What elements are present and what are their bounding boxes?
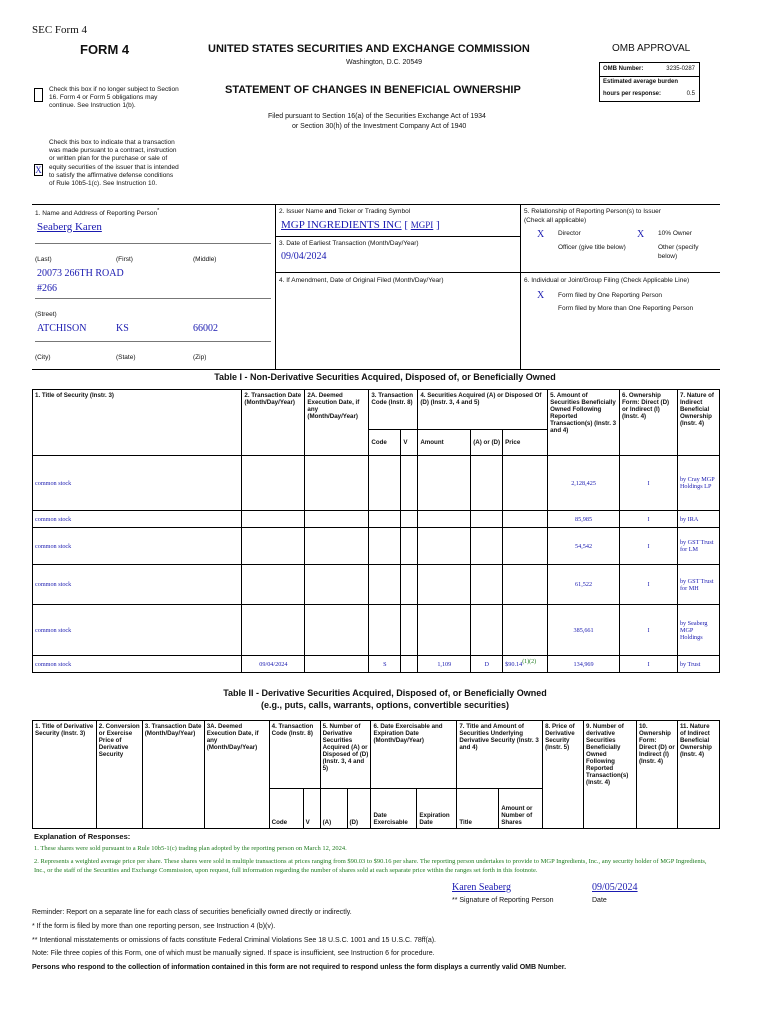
transaction-date: 09/04/2024 <box>259 660 288 668</box>
box1-label <box>35 208 159 217</box>
amount-cell <box>418 605 471 656</box>
amount-cell <box>418 456 471 511</box>
deemed-date-cell <box>305 605 369 656</box>
one-person-checkbox[interactable]: X <box>537 290 545 301</box>
footer-line1: * If the form is filed by more than one reporting person, see Instruction 4 (b)(v). <box>32 923 276 930</box>
price-cell <box>503 511 548 528</box>
omb-hours-value: 0.5 <box>686 91 695 97</box>
transaction-date-cell <box>242 605 305 656</box>
street-line1: 20073 266TH ROAD <box>37 268 124 279</box>
a-or-d-cell <box>471 656 503 673</box>
ownership-form: I <box>647 626 650 634</box>
table-row <box>33 605 720 656</box>
a-or-d-cell <box>471 456 503 511</box>
t1-header-date: 2. Transaction Date (Month/Day/Year) <box>242 390 305 456</box>
price-cell <box>503 656 548 673</box>
nature-of-ownership-cell <box>677 456 719 511</box>
price-cell <box>503 605 548 656</box>
divider-2-5 <box>520 204 521 370</box>
nature-of-ownership-cell <box>677 511 719 528</box>
nature-of-ownership: by Trust <box>679 660 701 668</box>
divider-3-4 <box>275 272 720 273</box>
nature-of-ownership: by GST Trust for LM <box>679 539 714 553</box>
footer-line2: ** Intentional misstatements or omissions of facts constitute Federal Criminal Violations See 18 U.S.C. 1001 and 15 U.S.C. 78ff(a). <box>32 937 436 944</box>
v-flag-cell <box>401 605 418 656</box>
table2-subtitle: (e.g., puts, calls, warrants, options, convertible securities) <box>260 700 510 710</box>
amount-owned: 85,985 <box>575 515 593 523</box>
box4-label: 4. If Amendment, Date of Original Filed (Month/Day/Year) <box>279 277 444 284</box>
amount-cell <box>418 565 471 605</box>
signature-name: Karen Seaberg <box>452 882 511 893</box>
transaction-date-cell <box>242 565 305 605</box>
zip-value: 66002 <box>193 323 218 334</box>
t2-header-price: 8. Price of Derivative Security (Instr. 5) <box>543 721 584 829</box>
ownership-form-cell <box>620 605 678 656</box>
ownership-form-cell <box>620 456 678 511</box>
omb-hours-label: hours per response: <box>603 91 662 97</box>
signature-label: ** Signature of Reporting Person <box>452 897 554 904</box>
deemed-date-cell <box>305 656 369 673</box>
ownership-form-cell <box>620 565 678 605</box>
t2-subheader-code: Code <box>269 789 303 829</box>
one-person-label: Form filed by One Reporting Person <box>558 292 663 299</box>
nature-of-ownership: by GST Trust for MH <box>679 577 714 592</box>
box2-label-and: and <box>324 208 337 215</box>
security-title: common stock <box>35 542 72 550</box>
ownership-form-cell <box>620 511 678 528</box>
t2-header-conversion: 2. Conversion or Exercise Price of Derivative Security <box>96 721 142 829</box>
box2-label <box>279 208 410 215</box>
t2-header-nature: 11. Nature of Indirect Beneficial Ownership (Instr. 4) <box>677 721 719 829</box>
nature-of-ownership: by Seaberg MGP Holdings <box>679 619 708 641</box>
a-or-d-cell <box>471 528 503 565</box>
last-label: (Last) <box>35 256 52 263</box>
security-title-cell <box>33 528 242 565</box>
nature-of-ownership: by IRA <box>679 515 699 523</box>
ownership-form-cell <box>620 528 678 565</box>
box5-sublabel: (Check all applicable) <box>524 217 587 224</box>
a-or-d: D <box>484 660 489 668</box>
t2-header-form: 10. Ownership Form: Direct (D) or Indirect (I) (Instr. 4) <box>636 721 677 829</box>
box3-label: 3. Date of Earliest Transaction (Month/Day/Year) <box>279 240 419 247</box>
a-or-d-cell <box>471 605 503 656</box>
v-flag-cell <box>401 456 418 511</box>
v-flag-cell <box>401 656 418 673</box>
transaction-code: S <box>383 660 387 668</box>
street-line <box>35 298 271 299</box>
t1-header-nature: 7. Nature of Indirect Beneficial Ownership (Instr. 4) <box>677 390 719 456</box>
t1-subheader-v: V <box>401 430 418 456</box>
deemed-date-cell <box>305 528 369 565</box>
t1-header-code: 3. Transaction Code (Instr. 8) <box>369 390 418 430</box>
table-row <box>33 528 720 565</box>
signature-date: 09/05/2024 <box>592 882 638 893</box>
footnote-2: 2. Represents a weighted average price per share. These shares were sold in multiple transactions at prices ranging from $90.03 to $90.16 per share. The reporting person undertakes to provide to MGP Ingredients, Inc., any security holder of MGP Ingredients, Inc., or the staff of the Securities and Exchange Commission, upon request, full information regarding the number of shares sold at each separate price within the ranges set forth in this footnote. <box>34 858 707 874</box>
security-title: common stock <box>35 581 72 588</box>
issuer-name-text: MGP INGREDIENTS INC <box>281 219 402 231</box>
nature-of-ownership-cell <box>677 656 719 673</box>
t1-header-acquired: 4. Securities Acquired (A) or Disposed Of (D) (Instr. 3, 4 and 5) <box>418 390 548 430</box>
street-line2: #266 <box>37 283 57 294</box>
transaction-date-cell <box>242 656 305 673</box>
zip-label: (Zip) <box>193 354 207 361</box>
ownership-form: I <box>647 581 650 588</box>
security-title-cell <box>33 656 242 673</box>
security-title: common stock <box>35 479 72 487</box>
rule-10b5-checkbox[interactable]: X <box>35 165 42 175</box>
amount-cell <box>418 656 471 673</box>
t2-header-underlying: 7. Title and Amount of Securities Underlying Derivative Security (Instr. 3 and 4) <box>457 721 543 789</box>
table1 <box>32 389 720 673</box>
amount-cell <box>418 528 471 565</box>
commission-address: Washington, D.C. 20549 <box>346 59 423 66</box>
table-row <box>33 511 720 528</box>
transaction-code-cell <box>369 511 401 528</box>
state-label: (State) <box>116 354 136 361</box>
filed-pursuant-line1: Filed pursuant to Section 16(a) of the Securities Exchange Act of 1934 <box>268 113 486 120</box>
t2-header-title: 1. Title of Derivative Security (Instr. 3) <box>33 721 97 829</box>
t2-header-number: 5. Number of Derivative Securities Acquired (A) or Disposed of (D) (Instr. 3, 4 and 5) <box>320 721 371 789</box>
omb-burden-label: Estimated average burden <box>603 79 679 85</box>
commission-title: UNITED STATES SECURITIES AND EXCHANGE COMMISSION <box>208 43 530 55</box>
box1-asterisk: * <box>157 208 160 214</box>
table2-title: Table II - Derivative Securities Acquired, Disposed of, or Beneficially Owned <box>223 688 547 698</box>
city-line <box>35 341 271 342</box>
divider-1-2 <box>275 204 276 370</box>
earliest-transaction-date: 09/04/2024 <box>281 251 327 262</box>
date-label: Date <box>592 897 607 904</box>
nature-of-ownership: by Cray MGP Holdings LP <box>679 476 715 490</box>
t2-subheader-title: Title <box>457 789 499 829</box>
director-label: Director <box>558 230 581 237</box>
transaction-date-cell <box>242 528 305 565</box>
amount-owned: 134,969 <box>573 660 594 668</box>
v-flag-cell <box>401 528 418 565</box>
ownership-form: I <box>647 515 650 523</box>
divider-2-3 <box>275 236 520 237</box>
omb-box <box>599 62 700 102</box>
box5-label: 5. Relationship of Reporting Person(s) to Issuer <box>524 208 661 215</box>
deemed-date-cell <box>305 456 369 511</box>
first-label: (First) <box>116 256 133 263</box>
price-cell <box>503 565 548 605</box>
transaction-code-cell <box>369 528 401 565</box>
transaction-code-cell <box>369 605 401 656</box>
middle-label: (Middle) <box>193 256 217 263</box>
t2-header-exercisable: 6. Date Exercisable and Expiration Date (Month/Day/Year) <box>371 721 457 789</box>
a-or-d-cell <box>471 511 503 528</box>
footer-line3: Note: File three copies of this Form, one of which must be manually signed. If space is insufficient, see Instruction 6 for procedure. <box>32 950 435 957</box>
footnote-1: 1. These shares were sold pursuant to a Rule 10b5-1(c) trading plan adopted by the reporting person on March 12, 2024. <box>34 845 347 852</box>
state-value: KS <box>116 323 129 334</box>
security-title-cell <box>33 456 242 511</box>
v-flag-cell <box>401 511 418 528</box>
nature-of-ownership-cell <box>677 605 719 656</box>
transaction-code-cell <box>369 656 401 673</box>
t1-header-form: 6. Ownership Form: Direct (D) or Indirect (I) (Instr. 4) <box>620 390 678 456</box>
footer-line4: Persons who respond to the collection of information contained in this form are not required to respond unless the form displays a currently valid OMB Number. <box>32 964 567 971</box>
transaction-date-cell <box>242 511 305 528</box>
deemed-date-cell <box>305 565 369 605</box>
table2 <box>32 720 720 829</box>
t2-subheader-exp: Expiration Date <box>417 789 457 829</box>
security-title: common stock <box>35 660 72 668</box>
transaction-date-cell <box>242 456 305 511</box>
city-value: ATCHISON <box>37 323 87 334</box>
price-cell <box>503 528 548 565</box>
amount-owned-cell <box>548 656 620 673</box>
statement-title: STATEMENT OF CHANGES IN BENEFICIAL OWNERSHIP <box>225 84 521 96</box>
security-title: common stock <box>35 515 72 523</box>
omb-number-value: 3235-0287 <box>666 66 695 72</box>
t1-header-title: 1. Title of Security (Instr. 3) <box>33 390 242 456</box>
t1-header-owned: 5. Amount of Securities Beneficially Owned Following Reported Transaction(s) (Instr. 3 and 4) <box>548 390 620 456</box>
t2-subheader-d: (D) <box>347 789 371 829</box>
filed-pursuant-line2: or Section 30(h) of the Investment Company Act of 1940 <box>292 123 467 130</box>
t2-subheader-v: V <box>303 789 320 829</box>
reminder-text: Reminder: Report on a separate line for each class of securities beneficially owned directly or indirectly. <box>32 909 352 916</box>
ownership-form: I <box>647 660 650 668</box>
t2-header-code: 4. Transaction Code (Instr. 8) <box>269 721 320 789</box>
amount-owned-cell <box>548 456 620 511</box>
transaction-code-cell <box>369 565 401 605</box>
ownership-form-cell <box>620 656 678 673</box>
v-flag-cell <box>401 565 418 605</box>
t2-subheader-amount: Amount or Number of Shares <box>499 789 543 829</box>
t1-subheader-amount: Amount <box>418 430 471 456</box>
table-row <box>33 456 720 511</box>
section16-text: Check this box if no longer subject to Section 16. Form 4 or Form 5 obligations may continue. See Instruction 1(b). <box>49 86 179 109</box>
street-label: (Street) <box>35 311 57 318</box>
t1-header-deemed: 2A. Deemed Execution Date, if any (Month/Day/Year) <box>305 390 369 456</box>
t1-subheader-aord: (A) or (D) <box>471 430 503 456</box>
amount-owned-cell <box>548 511 620 528</box>
ten-percent-owner-label: 10% Owner <box>658 230 692 237</box>
t1-subheader-code: Code <box>369 430 401 456</box>
city-label: (City) <box>35 354 51 361</box>
a-or-d-cell <box>471 565 503 605</box>
section16-checkbox[interactable] <box>34 88 43 102</box>
t2-header-owned: 9. Number of derivative Securities Beneficially Owned Following Reported Transaction(s) (Instr. 4) <box>584 721 637 829</box>
officer-label: Officer (give title below) <box>558 244 626 251</box>
security-title-cell <box>33 605 242 656</box>
box1-label-text: 1. Name and Address of Reporting Person <box>35 210 158 218</box>
price-footnote-ref: (1)(2) <box>522 659 537 666</box>
amount-cell <box>418 511 471 528</box>
t1-subheader-price: Price <box>503 430 548 456</box>
other-label: Other (specify below) <box>658 244 699 260</box>
security-title-cell <box>33 511 242 528</box>
amount-owned: 54,542 <box>575 542 593 550</box>
more-persons-label: Form filed by More than One Reporting Person <box>558 305 694 312</box>
box2-label-pre: 2. Issuer Name <box>279 208 325 215</box>
t2-header-deemed: 3A. Deemed Execution Date, if any (Month/Day/Year) <box>204 721 269 829</box>
amount-owned-cell <box>548 605 620 656</box>
name-line <box>35 243 271 244</box>
omb-divider <box>600 76 699 77</box>
ownership-form: I <box>647 479 650 487</box>
transaction-code-cell <box>369 456 401 511</box>
t2-subheader-date-ex: Date Exercisable <box>371 789 417 829</box>
price: $90.14 <box>505 661 523 669</box>
reporting-person-name: Seaberg Karen <box>37 221 102 233</box>
nature-of-ownership-cell <box>677 565 719 605</box>
amount-owned-cell <box>548 528 620 565</box>
table-row <box>33 565 720 605</box>
amount: 1,109 <box>437 660 452 668</box>
security-title: common stock <box>35 626 72 634</box>
deemed-date-cell <box>305 511 369 528</box>
table1-title: Table I - Non-Derivative Securities Acquired, Disposed of, or Beneficially Owned <box>214 372 556 382</box>
rule-10b5-text: Check this box to indicate that a transaction was made pursuant to a contract, instruction or written plan for the purchase or sale of equity securities of the issuer that is intended to satisfy the affirmative defense conditions of Rule 10b5-1(c). See Instruction 10. <box>49 139 179 188</box>
table-row <box>33 656 720 673</box>
issuer-name: MGP INGREDIENTS INC [ MGPI ] <box>281 219 440 231</box>
security-title-cell <box>33 565 242 605</box>
director-checkbox[interactable]: X <box>537 229 545 240</box>
sec-form-label: SEC Form 4 <box>32 24 88 36</box>
ticker-symbol: MGPI <box>410 220 434 230</box>
price-cell <box>503 456 548 511</box>
box6-label: 6. Individual or Joint/Group Filing (Check Applicable Line) <box>524 277 690 284</box>
amount-owned: 385,661 <box>573 626 594 634</box>
omb-number-label: OMB Number: <box>603 66 644 72</box>
t2-header-date: 3. Transaction Date (Month/Day/Year) <box>142 721 204 829</box>
nature-of-ownership-cell <box>677 528 719 565</box>
amount-owned: 61,522 <box>575 581 593 588</box>
amount-owned-cell <box>548 565 620 605</box>
ten-percent-owner-checkbox[interactable]: X <box>637 229 645 240</box>
ownership-form: I <box>647 542 650 550</box>
t2-subheader-a: (A) <box>320 789 347 829</box>
box2-label-post: Ticker or Trading Symbol <box>336 208 411 215</box>
explanation-title: Explanation of Responses: <box>34 832 131 841</box>
omb-title: OMB APPROVAL <box>612 43 691 54</box>
amount-owned: 2,128,425 <box>571 479 596 487</box>
form-title: FORM 4 <box>80 42 130 57</box>
